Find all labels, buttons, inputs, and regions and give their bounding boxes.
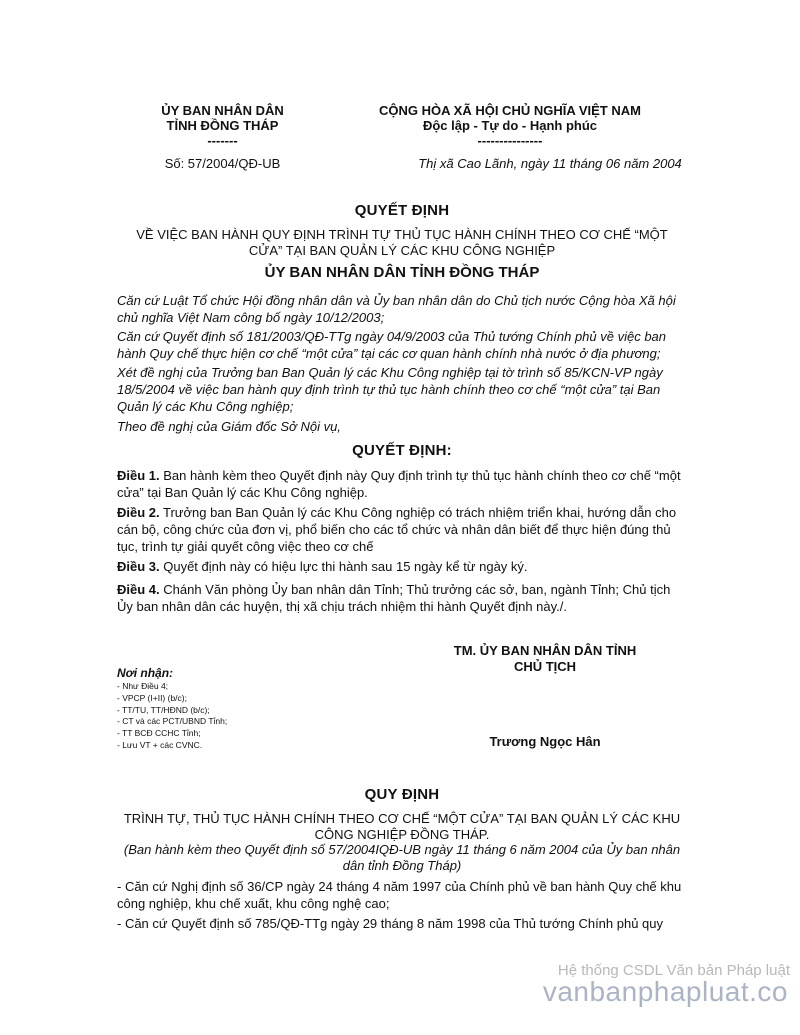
watermark-site: vanbanphapluat.co [542, 976, 788, 1007]
basis-paragraph: Theo đề nghị của Giám đốc Sở Nội vụ, [117, 419, 341, 434]
article-1 [117, 467, 687, 501]
regulation-subject [104, 811, 700, 843]
recipient-item: - CT và các PCT/UBND Tỉnh; [117, 716, 228, 727]
regulation-note [104, 842, 700, 874]
signature-block [420, 643, 670, 675]
article-text: Chánh Văn phòng Ủy ban nhân dân Tỉnh; Thủ trưởng các sở, ban, ngành Tỉnh; Chủ tịch Ủy ban nhân dân các huyện, thị xã chịu trách nhiệm thi hành Quyết định này./. [117, 582, 671, 614]
watermark-caption: Hệ thống CSDL Văn bản Pháp luật [557, 962, 790, 979]
basis-paragraph: Căn cứ Quyết định số 181/2003/QĐ-TTg ngày 04/9/2003 của Thủ tướng Chính phủ về việc ban hành Quy chế thực hiện cơ chế “một cửa” tại các cơ quan hành chính nhà nước ở địa phương; [117, 329, 667, 361]
national-motto: Độc lập - Tự do - Hạnh phúc [422, 118, 598, 133]
article-4 [117, 581, 687, 615]
recipient-item: - TT/TU, TT/HĐND (b/c); [117, 704, 210, 715]
country-name: CỘNG HÒA XÃ HỘI CHỦ NGHĨA VIỆT NAM [379, 103, 641, 118]
signature-title: TM. ỦY BAN NHÂN DÂN TỈNH [453, 643, 637, 658]
regulation-note-line2: dân tỉnh Đồng Tháp) [342, 858, 462, 873]
issuer-line1: ỦY BAN NHÂN DÂN [161, 103, 284, 118]
regulation-subject-line1: TRÌNH TỰ, THỦ TỤC HÀNH CHÍNH THEO CƠ CHẾ “MỘT CỬA” TẠI BAN QUẢN LÝ CÁC KHU [123, 811, 681, 826]
article-2 [117, 504, 687, 555]
decision-subject [110, 227, 694, 259]
recipient-item: - Như Điều 4; [117, 681, 169, 691]
issuer-line2: TỈNH ĐỒNG THÁP [166, 118, 279, 133]
decides-heading: QUYẾT ĐỊNH: [352, 442, 452, 459]
motto-rule: --------------- [477, 133, 543, 148]
authority-title: ỦY BAN NHÂN DÂN TỈNH ĐỒNG THÁP [264, 264, 540, 281]
article-label: Điều 1. [117, 468, 160, 483]
article-text: Trưởng ban Ban Quản lý các Khu Công nghiệp có trách nhiệm triển khai, hướng dẫn cho cán bộ, công chức của đơn vị, phổ biến cho các tổ chức và nhân dân biết để thực hiện đúng thủ tục, trình tự giải quyết công việc theo cơ chế [117, 505, 677, 554]
regulation-basis: - Căn cứ Nghị định số 36/CP ngày 24 tháng 4 năm 1997 của Chính phủ về ban hành Quy chế khu công nghiệp, khu chế xuất, khu công nghệ cao; [117, 879, 682, 911]
national-motto-block [360, 103, 660, 148]
article-3 [117, 558, 687, 575]
regulation-title: QUY ĐỊNH [364, 786, 440, 803]
issuer-block [130, 103, 315, 148]
recipient-item: - TT BCĐ CCHC Tỉnh; [117, 728, 201, 739]
regulation-basis: - Căn cứ Quyết định số 785/QĐ-TTg ngày 29 tháng 8 năm 1998 của Thủ tướng Chính phủ quy [117, 916, 664, 931]
place-date: Thị xã Cao Lãnh, ngày 11 tháng 06 năm 2004 [418, 156, 682, 171]
article-label: Điều 4. [117, 582, 160, 597]
regulation-note-line1: (Ban hành kèm theo Quyết định số 57/2004IQĐ-UB ngày 11 tháng 6 năm 2004 của Ủy ban nhân [123, 842, 681, 857]
document-number: Số: 57/2004/QĐ-UB [164, 156, 281, 171]
basis-paragraph: Căn cứ Luật Tổ chức Hội đồng nhân dân và Ủy ban nhân dân do Chủ tịch nước Cộng hòa Xã hội chủ nghĩa Việt Nam công bố ngày 10/12/2003; [117, 293, 676, 325]
decision-subject-line1: VỀ VIỆC BAN HÀNH QUY ĐỊNH TRÌNH TỰ THỦ TỤC HÀNH CHÍNH THEO CƠ CHẾ “MỘT [136, 227, 668, 242]
article-text: Ban hành kèm theo Quyết định này Quy định trình tự thủ tục hành chính theo cơ chế “một cửa” tại Ban Quản lý các Khu Công nghiệp. [117, 468, 681, 500]
recipient-item: - VPCP (I+II) (b/c); [117, 692, 187, 703]
decision-title: QUYẾT ĐỊNH [354, 202, 450, 219]
decision-subject-line2: CỬA” TẠI BAN QUẢN LÝ CÁC KHU CÔNG NGHIỆP [248, 243, 556, 258]
issuer-rule: ------- [207, 133, 238, 148]
regulation-subject-line2: CÔNG NGHIỆP ĐỒNG THÁP. [314, 827, 490, 842]
recipients-title: Nơi nhận: [117, 666, 174, 680]
article-label: Điều 2. [117, 505, 160, 520]
recipient-item: - Lưu VT + các CVNC. [117, 739, 203, 750]
signature-position: CHỦ TỊCH [513, 659, 577, 674]
article-label: Điều 3. [117, 559, 160, 574]
recipients-block [117, 666, 317, 752]
basis-paragraph: Xét đề nghị của Trưởng ban Ban Quản lý các Khu Công nghiệp tại tờ trình số 85/KCN-VP ngày 18/5/2004 về việc ban hành quy định trình tự thủ tục hành chính theo cơ chế “một cửa” tại Ban Quản lý các Khu Công nghiệp; [117, 365, 663, 414]
article-text: Quyết định này có hiệu lực thi hành sau 15 ngày kể từ ngày ký. [159, 559, 528, 574]
signer-name: Trương Ngọc Hân [489, 734, 601, 749]
